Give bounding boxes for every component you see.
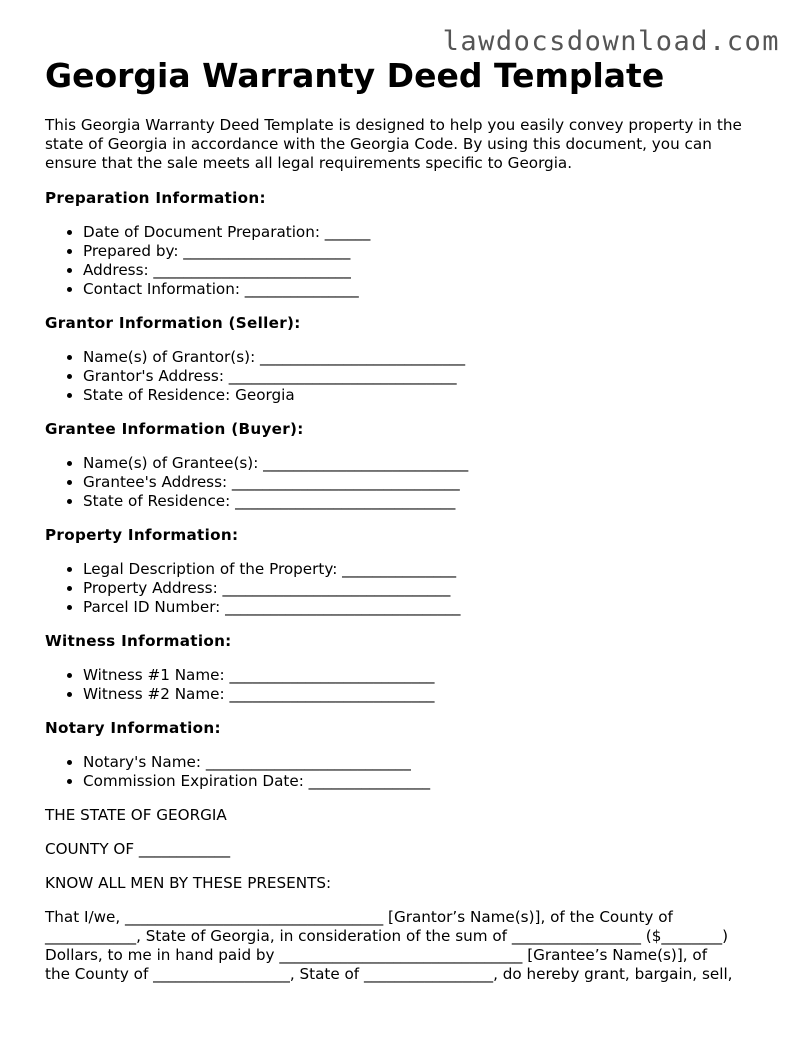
deed-body-line: Dollars, to me in hand paid by ________________________________ [Grantee’s Name(s)], of: [45, 946, 708, 964]
list-item: • Notary's Name: ___________________________: [83, 753, 765, 772]
grantee-list: [45, 454, 765, 511]
preparation-list: [45, 223, 765, 299]
property-list: [45, 560, 765, 617]
deed-body-line: That I/we, __________________________________ [Grantor’s Name(s)], of the County of: [45, 908, 673, 926]
list-item: • State of Residence: Georgia: [83, 386, 765, 405]
grantor-list: [45, 348, 765, 405]
list-item: • Commission Expiration Date: ________________: [83, 772, 765, 791]
county-line: COUNTY OF ____________: [45, 840, 231, 858]
notary-heading: Notary Information:: [45, 719, 221, 737]
intro-paragraph: This Georgia Warranty Deed Template is designed to help you easily convey property in the state of Georgia in accordance with the Georgia Code. By using this document, you can ensure that the sale meets all legal requirements specific to Georgia.: [45, 116, 742, 172]
list-item: • Grantor's Address: ______________________________: [83, 367, 765, 386]
list-item: • Witness #1 Name: ___________________________: [83, 666, 765, 685]
list-item: • Name(s) of Grantor(s): ___________________________: [83, 348, 765, 367]
list-item: • Legal Description of the Property: _______________: [83, 560, 765, 579]
list-item: • Address: __________________________: [83, 261, 765, 280]
know-all-men-line: KNOW ALL MEN BY THESE PRESENTS:: [45, 874, 332, 892]
list-item: • Date of Document Preparation: ______: [83, 223, 765, 242]
list-item: • State of Residence: _____________________________: [83, 492, 765, 511]
grantee-heading: Grantee Information (Buyer):: [45, 420, 304, 438]
document-page: [45, 56, 765, 984]
property-heading: Property Information:: [45, 526, 239, 544]
witness-heading: Witness Information:: [45, 632, 232, 650]
preparation-heading: Preparation Information:: [45, 189, 266, 207]
list-item: • Contact Information: _______________: [83, 280, 765, 299]
deed-body-line: the County of __________________, State of _________________, do hereby grant, bargain, sell,: [45, 965, 733, 983]
grantor-heading: Grantor Information (Seller):: [45, 314, 301, 332]
watermark: lawdocsdownload.com: [442, 26, 780, 57]
witness-list: [45, 666, 765, 704]
deed-body-line: ____________, State of Georgia, in consideration of the sum of _________________ ($________): [45, 927, 729, 945]
state-line: THE STATE OF GEORGIA: [45, 806, 227, 824]
list-item: • Prepared by: ______________________: [83, 242, 765, 261]
deed-body-paragraph: [45, 908, 765, 984]
list-item: • Name(s) of Grantee(s): ___________________________: [83, 454, 765, 473]
notary-list: [45, 753, 765, 791]
list-item: • Witness #2 Name: ___________________________: [83, 685, 765, 704]
list-item: • Property Address: ______________________________: [83, 579, 765, 598]
page-title: Georgia Warranty Deed Template: [45, 56, 665, 95]
list-item: • Parcel ID Number: _______________________________: [83, 598, 765, 617]
list-item: • Grantee's Address: ______________________________: [83, 473, 765, 492]
